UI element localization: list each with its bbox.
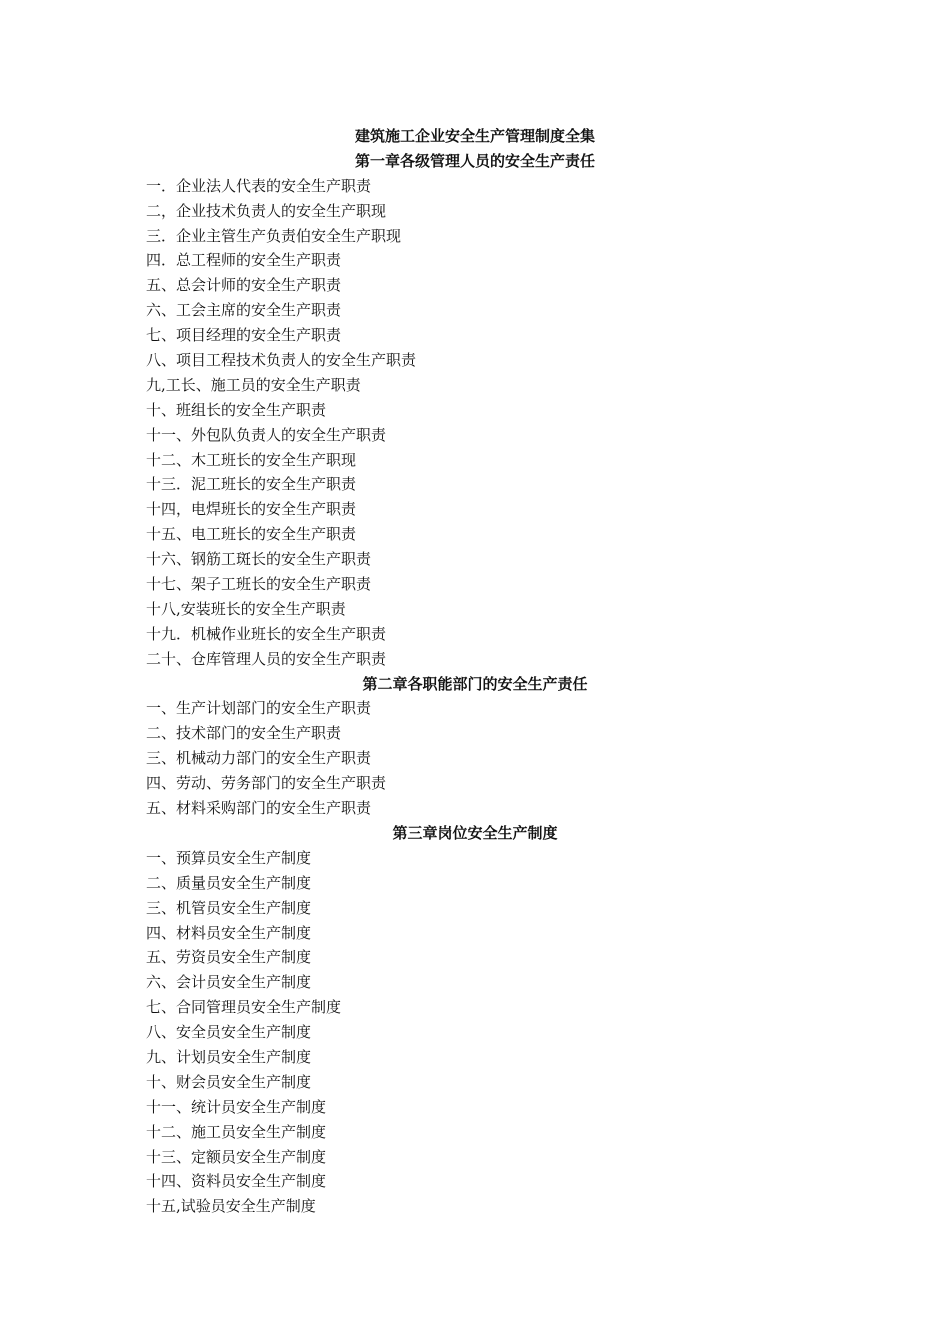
list-item: 九、计划员安全生产制度 [146, 1047, 312, 1066]
list-item: 十三、定额员安全生产制度 [146, 1147, 327, 1166]
chapter-title: 第二章各职能部门的安全生产责任 [362, 674, 588, 693]
list-item: 六、会计员安全生产制度 [146, 973, 312, 992]
list-item: 十一、统计员安全生产制度 [146, 1097, 327, 1116]
list-item: 三、机管员安全生产制度 [146, 898, 312, 917]
list-item: 六、工会主席的安全生产职责 [146, 301, 342, 320]
list-item: 八、安全员安全生产制度 [146, 1023, 312, 1042]
list-item: 一、生产计划部门的安全生产职责 [146, 699, 372, 718]
list-item: 十五,试验员安全生产制度 [146, 1197, 316, 1216]
list-item: 二，企业技术负责人的安全生产职现 [146, 201, 387, 220]
list-item: 七、合同管理员安全生产制度 [146, 998, 342, 1017]
list-item: 十二、施工员安全生产制度 [146, 1122, 327, 1141]
chapter-title: 第一章各级管理人员的安全生产责任 [354, 151, 595, 170]
list-item: 十九．机械作业班长的安全生产职责 [146, 624, 387, 643]
list-item: 五、劳资员安全生产制度 [146, 948, 312, 967]
list-item: 十五、电工班长的安全生产职责 [146, 525, 357, 544]
document-body [0, 124, 950, 1219]
list-item: 三、机械动力部门的安全生产职责 [146, 749, 372, 768]
list-item: 十四，电焊班长的安全生产职责 [146, 500, 357, 519]
list-item: 十四、资料员安全生产制度 [146, 1172, 327, 1191]
list-item: 十三．泥工班长的安全生产职责 [146, 475, 357, 494]
list-item: 三．企业主管生产负责伯安全生产职现 [146, 226, 402, 245]
document-title: 建筑施工企业安全生产管理制度全集 [354, 127, 595, 145]
list-item: 十、财会员安全生产制度 [146, 1072, 312, 1091]
list-item: 九,工长、施工员的安全生产职责 [146, 375, 361, 394]
list-item: 十一、外包队负责人的安全生产职责 [146, 425, 387, 444]
chapter-list [0, 149, 950, 1219]
list-item: 十八,安装班长的安全生产职责 [146, 599, 346, 618]
list-item: 七、项目经理的安全生产职责 [146, 326, 342, 345]
chapter-title: 第三章岗位安全生产制度 [392, 823, 558, 842]
list-item: 五、总会计师的安全生产职责 [146, 276, 342, 295]
list-item: 五、材料采购部门的安全生产职责 [146, 799, 372, 818]
list-item: 一、预算员安全生产制度 [146, 848, 312, 867]
list-item: 二、技术部门的安全生产职责 [146, 724, 342, 743]
list-item: 四、劳动、劳务部门的安全生产职责 [146, 774, 387, 793]
list-item: 十二、木工班长的安全生产职现 [146, 450, 357, 469]
list-item: 十七、架子工班长的安全生产职责 [146, 575, 372, 594]
list-item: 一．企业法人代表的安全生产职责 [146, 176, 372, 195]
list-item: 十六、钢筋工斑长的安全生产职责 [146, 550, 372, 569]
list-item: 四、材料员安全生产制度 [146, 923, 312, 942]
list-item: 二、质量员安全生产制度 [146, 873, 312, 892]
list-item: 四．总工程师的安全生产职责 [146, 251, 342, 270]
list-item: 八、项目工程技术负责人的安全生产职责 [146, 351, 417, 370]
list-item: 二十、仓库管理人员的安全生产职责 [146, 649, 387, 668]
list-item: 十、班组长的安全生产职责 [146, 400, 327, 419]
